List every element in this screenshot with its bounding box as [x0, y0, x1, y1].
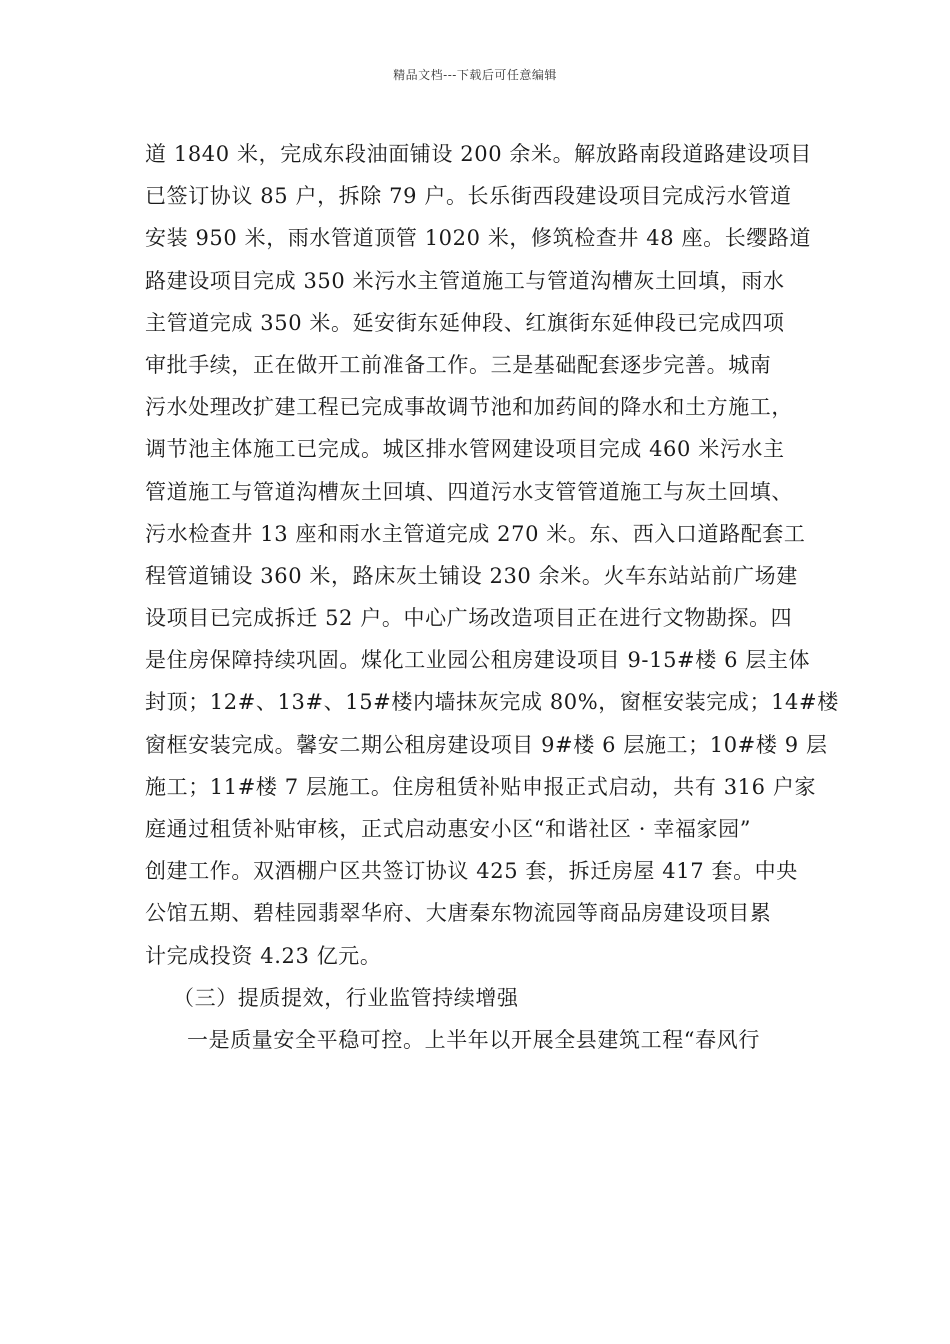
body-line: 庭通过租赁补贴审核，正式启动惠安小区“和谐社区 · 幸福家园”	[145, 817, 752, 841]
body-line: 管道施工与管道沟槽灰土回填、四道污水支管管道施工与灰土回填、	[145, 479, 793, 504]
body-line: 计完成投资 4.23 亿元。	[145, 943, 382, 968]
page-header: 精品文档---下载后可任意编辑	[393, 68, 557, 82]
body-line: 调节池主体施工已完成。城区排水管网建设项目完成 460 米污水主	[145, 437, 785, 462]
body-line: 已签订协议 85 户，拆除 79 户。长乐街西段建设项目完成污水管道	[145, 184, 792, 209]
body-line: 公馆五期、碧桂园翡翠华府、大唐秦东物流园等商品房建设项目累	[145, 901, 772, 926]
section-heading: （三）提质提效，行业监管持续增强	[173, 985, 519, 1010]
body-line: 施工；11#楼 7 层施工。住房租赁补贴申报正式启动，共有 316 户家	[145, 774, 817, 799]
body-line: 安装 950 米，雨水管道顶管 1020 米，修筑检查井 48 座。长缨路道	[145, 226, 812, 251]
body-line: 窗框安装完成。馨安二期公租房建设项目 9#楼 6 层施工；10#楼 9 层	[145, 732, 828, 757]
body-line: 设项目已完成拆迁 52 户。中心广场改造项目正在进行文物勘探。四	[145, 606, 793, 631]
paragraph-first-line: 一是质量安全平稳可控。上半年以开展全县建筑工程“春风行	[187, 1027, 760, 1052]
body-line: 路建设项目完成 350 米污水主管道施工与管道沟槽灰土回填，雨水	[145, 268, 785, 293]
body-line: 创建工作。双酒棚户区共签订协议 425 套，拆迁房屋 417 套。中央	[145, 859, 798, 884]
body-line: 封顶；12#、13#、15#楼内墙抹灰完成 80%，窗框安装完成；14#楼	[145, 690, 839, 715]
body-line: 道 1840 米，完成东段油面铺设 200 余米。解放路南段道路建设项目	[145, 142, 812, 166]
body-line: 污水检查井 13 座和雨水主管道完成 270 米。东、西入口道路配套工	[145, 521, 806, 546]
body-line: 审批手续，正在做开工前准备工作。三是基础配套逐步完善。城南	[145, 352, 772, 377]
body-line: 是住房保障持续巩固。煤化工业园公租房建设项目 9-15#楼 6 层主体	[145, 648, 811, 673]
document-body	[145, 133, 839, 1061]
body-line: 污水处理改扩建工程已完成事故调节池和加药间的降水和土方施工，	[145, 395, 793, 420]
body-line: 主管道完成 350 米。延安街东延伸段、红旗街东延伸段已完成四项	[145, 310, 785, 335]
body-line: 程管道铺设 360 米，路床灰土铺设 230 余米。火车东站站前广场建	[145, 563, 798, 588]
